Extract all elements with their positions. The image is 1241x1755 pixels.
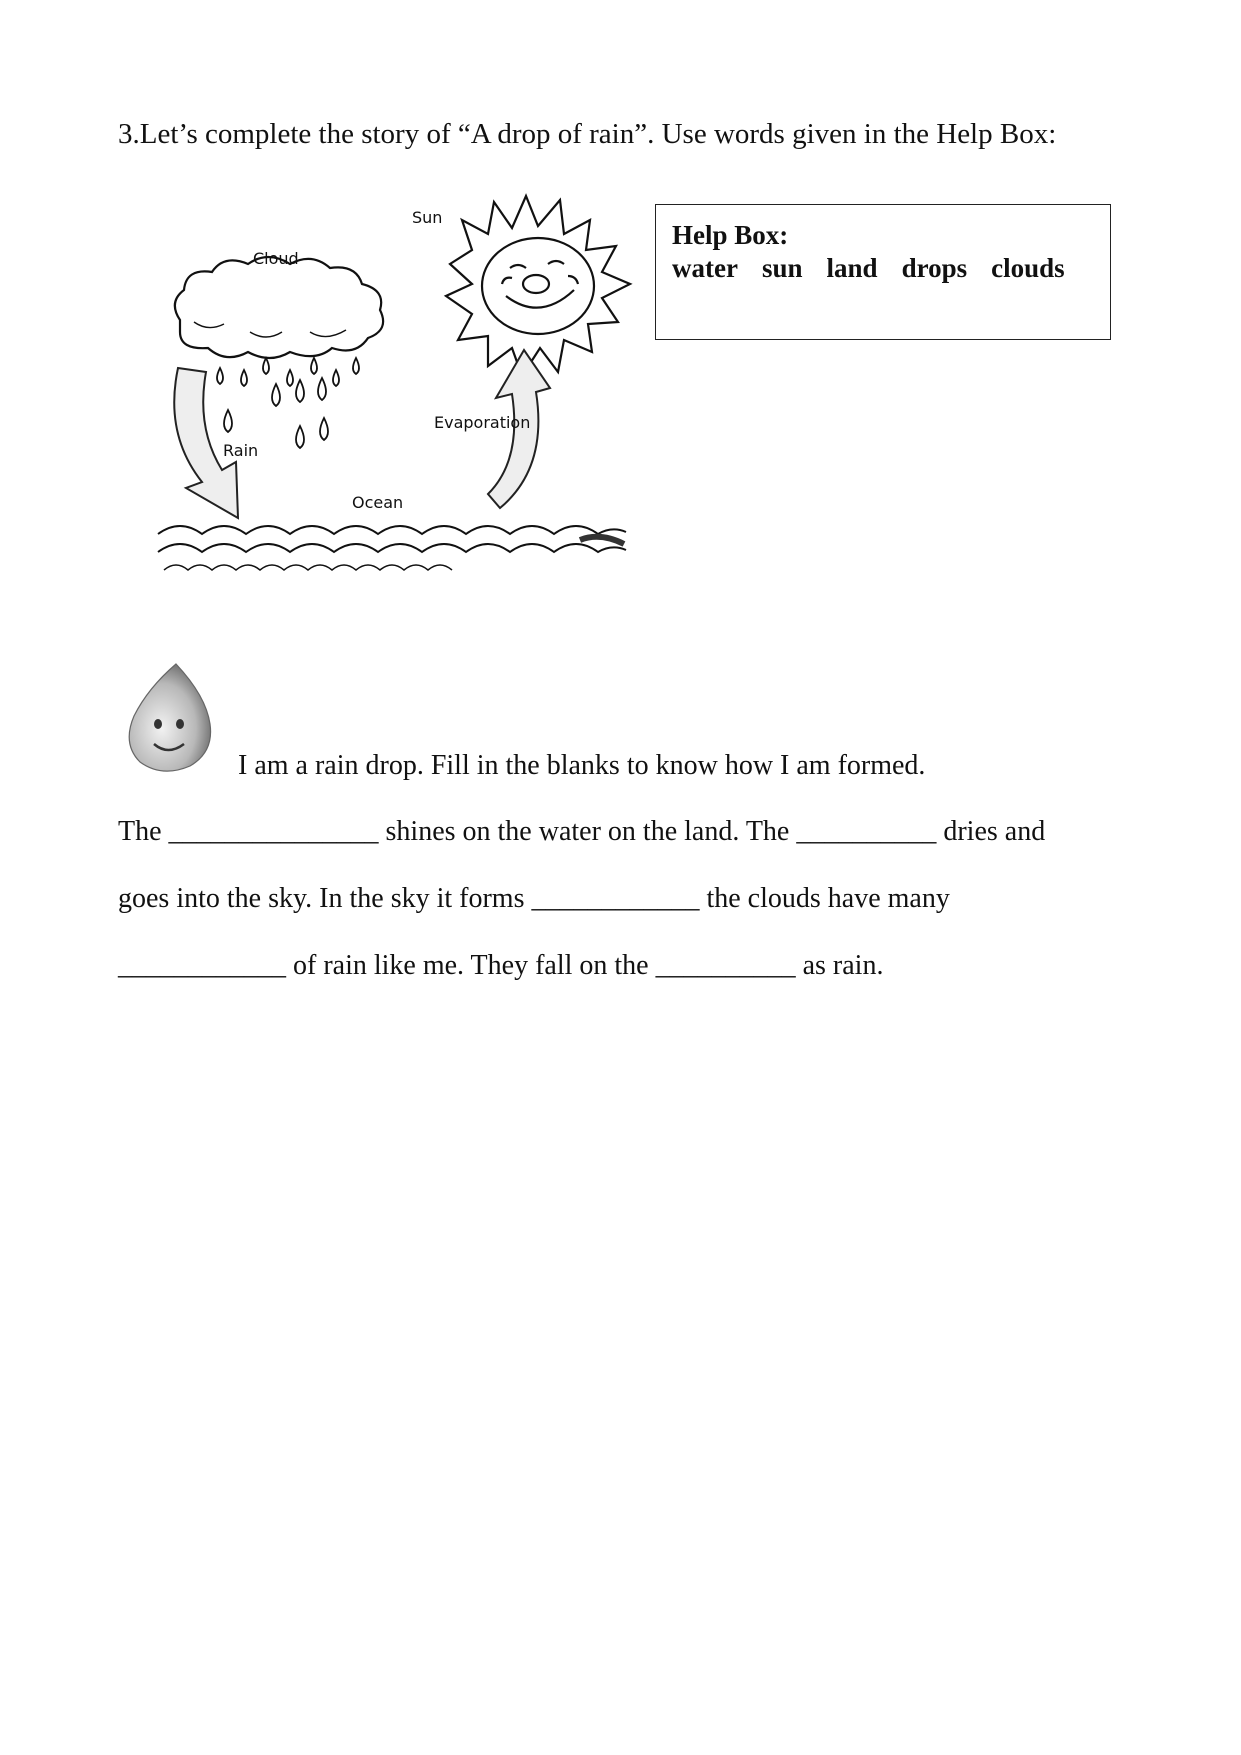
- evaporation-label: Evaporation: [434, 413, 531, 432]
- ocean-waves-icon: [158, 526, 626, 570]
- help-box: [655, 204, 1111, 340]
- story-line-2: goes into the sky. In the sky it forms ____________ the clouds have many: [118, 883, 950, 914]
- help-word: drops: [901, 253, 968, 283]
- sun-icon: [446, 196, 630, 376]
- cloud-label: Cloud: [253, 249, 299, 268]
- help-box-title: Help Box:: [672, 220, 789, 250]
- story-intro: I am a rain drop. Fill in the blanks to know how I am formed.: [238, 750, 926, 781]
- help-word: water: [672, 253, 738, 283]
- water-cycle-diagram: [150, 172, 650, 592]
- help-word: land: [826, 253, 878, 283]
- story-line-3: ____________ of rain like me. They fall on the __________ as rain.: [118, 950, 884, 981]
- ocean-label: Ocean: [352, 493, 404, 512]
- water-cycle-illustration: [150, 172, 650, 592]
- cloud-icon: [175, 257, 383, 358]
- help-box-words: [672, 251, 1094, 285]
- help-word: sun: [761, 253, 803, 283]
- rain-label: Rain: [223, 441, 259, 460]
- raindrops-icon: [217, 358, 359, 448]
- story-line-1: The _______________ shines on the water on the land. The __________ dries and: [118, 816, 1046, 847]
- sun-label: Sun: [412, 208, 443, 227]
- help-word: clouds: [991, 253, 1065, 283]
- raindrop-character-image: [118, 660, 218, 778]
- question-title: 3.Let’s complete the story of “A drop of rain”. Use words given in the Help Box:: [118, 118, 1057, 150]
